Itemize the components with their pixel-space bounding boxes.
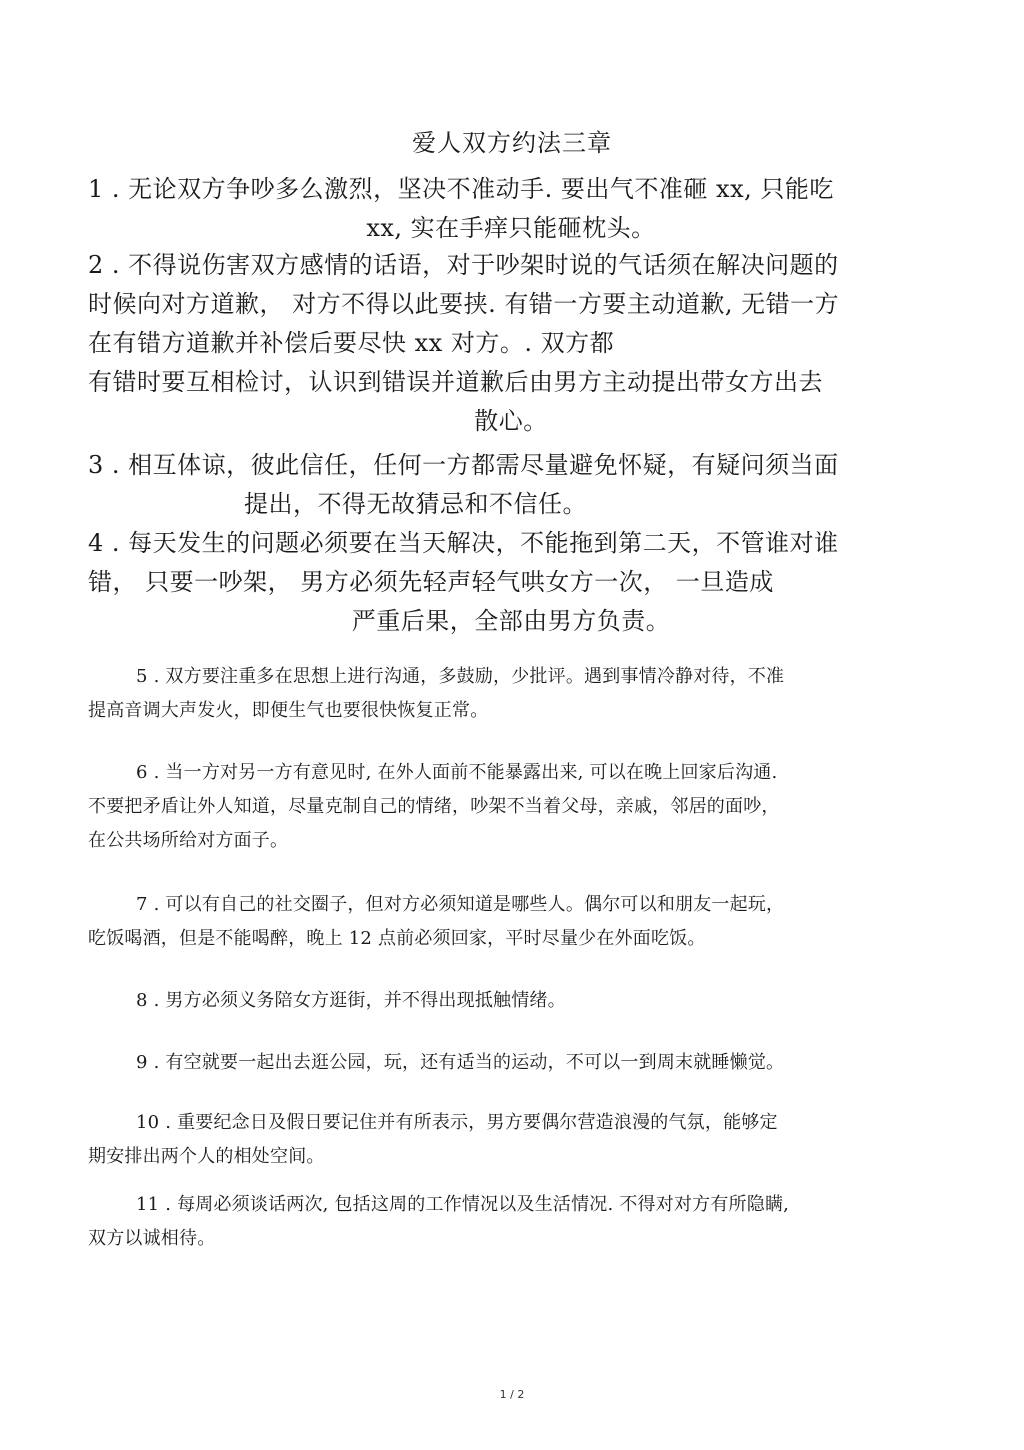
rule-item-9 xyxy=(88,1046,934,1080)
rule-line: 9 . 有空就要一起出去逛公园，玩，还有适当的运动，不可以一到周末就睡懒觉。 xyxy=(136,1052,785,1073)
rule-line: 错， 只要一吵架， 男方必须先轻声轻气哄女方一次， 一旦造成 xyxy=(88,568,774,596)
rule-item-1 xyxy=(88,170,934,248)
rule-line: 7 . 可以有自己的社交圈子，但对方必须知道是哪些人。偶尔可以和朋友一起玩， xyxy=(136,894,785,915)
rule-line: 时候向对方道歉， 对方不得以此要挟. 有错一方要主动道歉, 无错一方 xyxy=(88,290,840,318)
rule-line: 在公共场所给对方面子。 xyxy=(88,830,289,851)
rule-line: 不要把矛盾让外人知道，尽量克制自己的情绪，吵架不当着父母，亲戚，邻居的面吵， xyxy=(88,796,780,817)
rule-item-3 xyxy=(88,446,934,524)
rule-item-6 xyxy=(88,756,934,858)
rule-line: 4 . 每天发生的问题必须要在当天解决，不能拖到第二天，不管谁对谁 xyxy=(88,529,839,557)
rule-line: 有错时要互相检讨，认识到错误并道歉后由男方主动提出带女方出去 xyxy=(88,368,823,396)
rule-line: 提出，不得无故猜忌和不信任。 xyxy=(244,490,587,518)
rule-line: 在有错方道歉并补偿后要尽快 xx 对方。. 双方都 xyxy=(88,329,615,357)
rule-line: 11 . 每周必须谈话两次, 包括这周的工作情况以及生活情况. 不得对对方有所隐瞒, xyxy=(136,1194,790,1215)
rule-line: 1 . 无论双方争吵多么激烈，坚决不准动手. 要出气不准砸 xx, 只能吃 xyxy=(88,175,834,203)
rule-line: 严重后果，全部由男方负责。 xyxy=(351,607,671,635)
rule-line: 双方以诚相待。 xyxy=(88,1228,216,1249)
rule-line: 散心。 xyxy=(474,407,548,435)
rule-item-2 xyxy=(88,246,934,441)
rule-line: 吃饭喝酒，但是不能喝醉，晚上 12 点前必须回家，平时尽量少在外面吃饭。 xyxy=(88,928,706,949)
rule-line: 2 . 不得说伤害双方感情的话语，对于吵架时说的气话须在解决问题的 xyxy=(88,251,839,279)
rule-item-7 xyxy=(88,888,934,956)
rule-line: xx, 实在手痒只能砸枕头。 xyxy=(366,214,656,242)
rule-line: 8 . 男方必须义务陪女方逛街，并不得出现抵触情绪。 xyxy=(136,990,566,1011)
rule-item-5 xyxy=(88,660,934,728)
rule-line: 10 . 重要纪念日及假日要记住并有所表示，男方要偶尔营造浪漫的气氛，能够定 xyxy=(136,1112,778,1133)
rule-line: 6 . 当一方对另一方有意见时, 在外人面前不能暴露出来, 可以在晚上回家后沟通. xyxy=(136,762,778,783)
page-indicator: 1 / 2 xyxy=(499,1388,525,1401)
rule-item-10 xyxy=(88,1106,934,1174)
rule-item-11 xyxy=(88,1188,934,1256)
rule-item-4 xyxy=(88,524,934,641)
document-title: 爱人双方约法三章 xyxy=(412,129,612,157)
rule-item-8 xyxy=(88,984,934,1018)
rule-line: 5 . 双方要注重多在思想上进行沟通，多鼓励，少批评。遇到事情冷静对待，不准 xyxy=(136,666,785,687)
rule-line: 提高音调大声发火，即便生气也要很快恢复正常。 xyxy=(88,700,489,721)
rule-line: 3 . 相互体谅，彼此信任，任何一方都需尽量避免怀疑，有疑问须当面 xyxy=(88,451,839,479)
rule-line: 期安排出两个人的相处空间。 xyxy=(88,1146,325,1167)
